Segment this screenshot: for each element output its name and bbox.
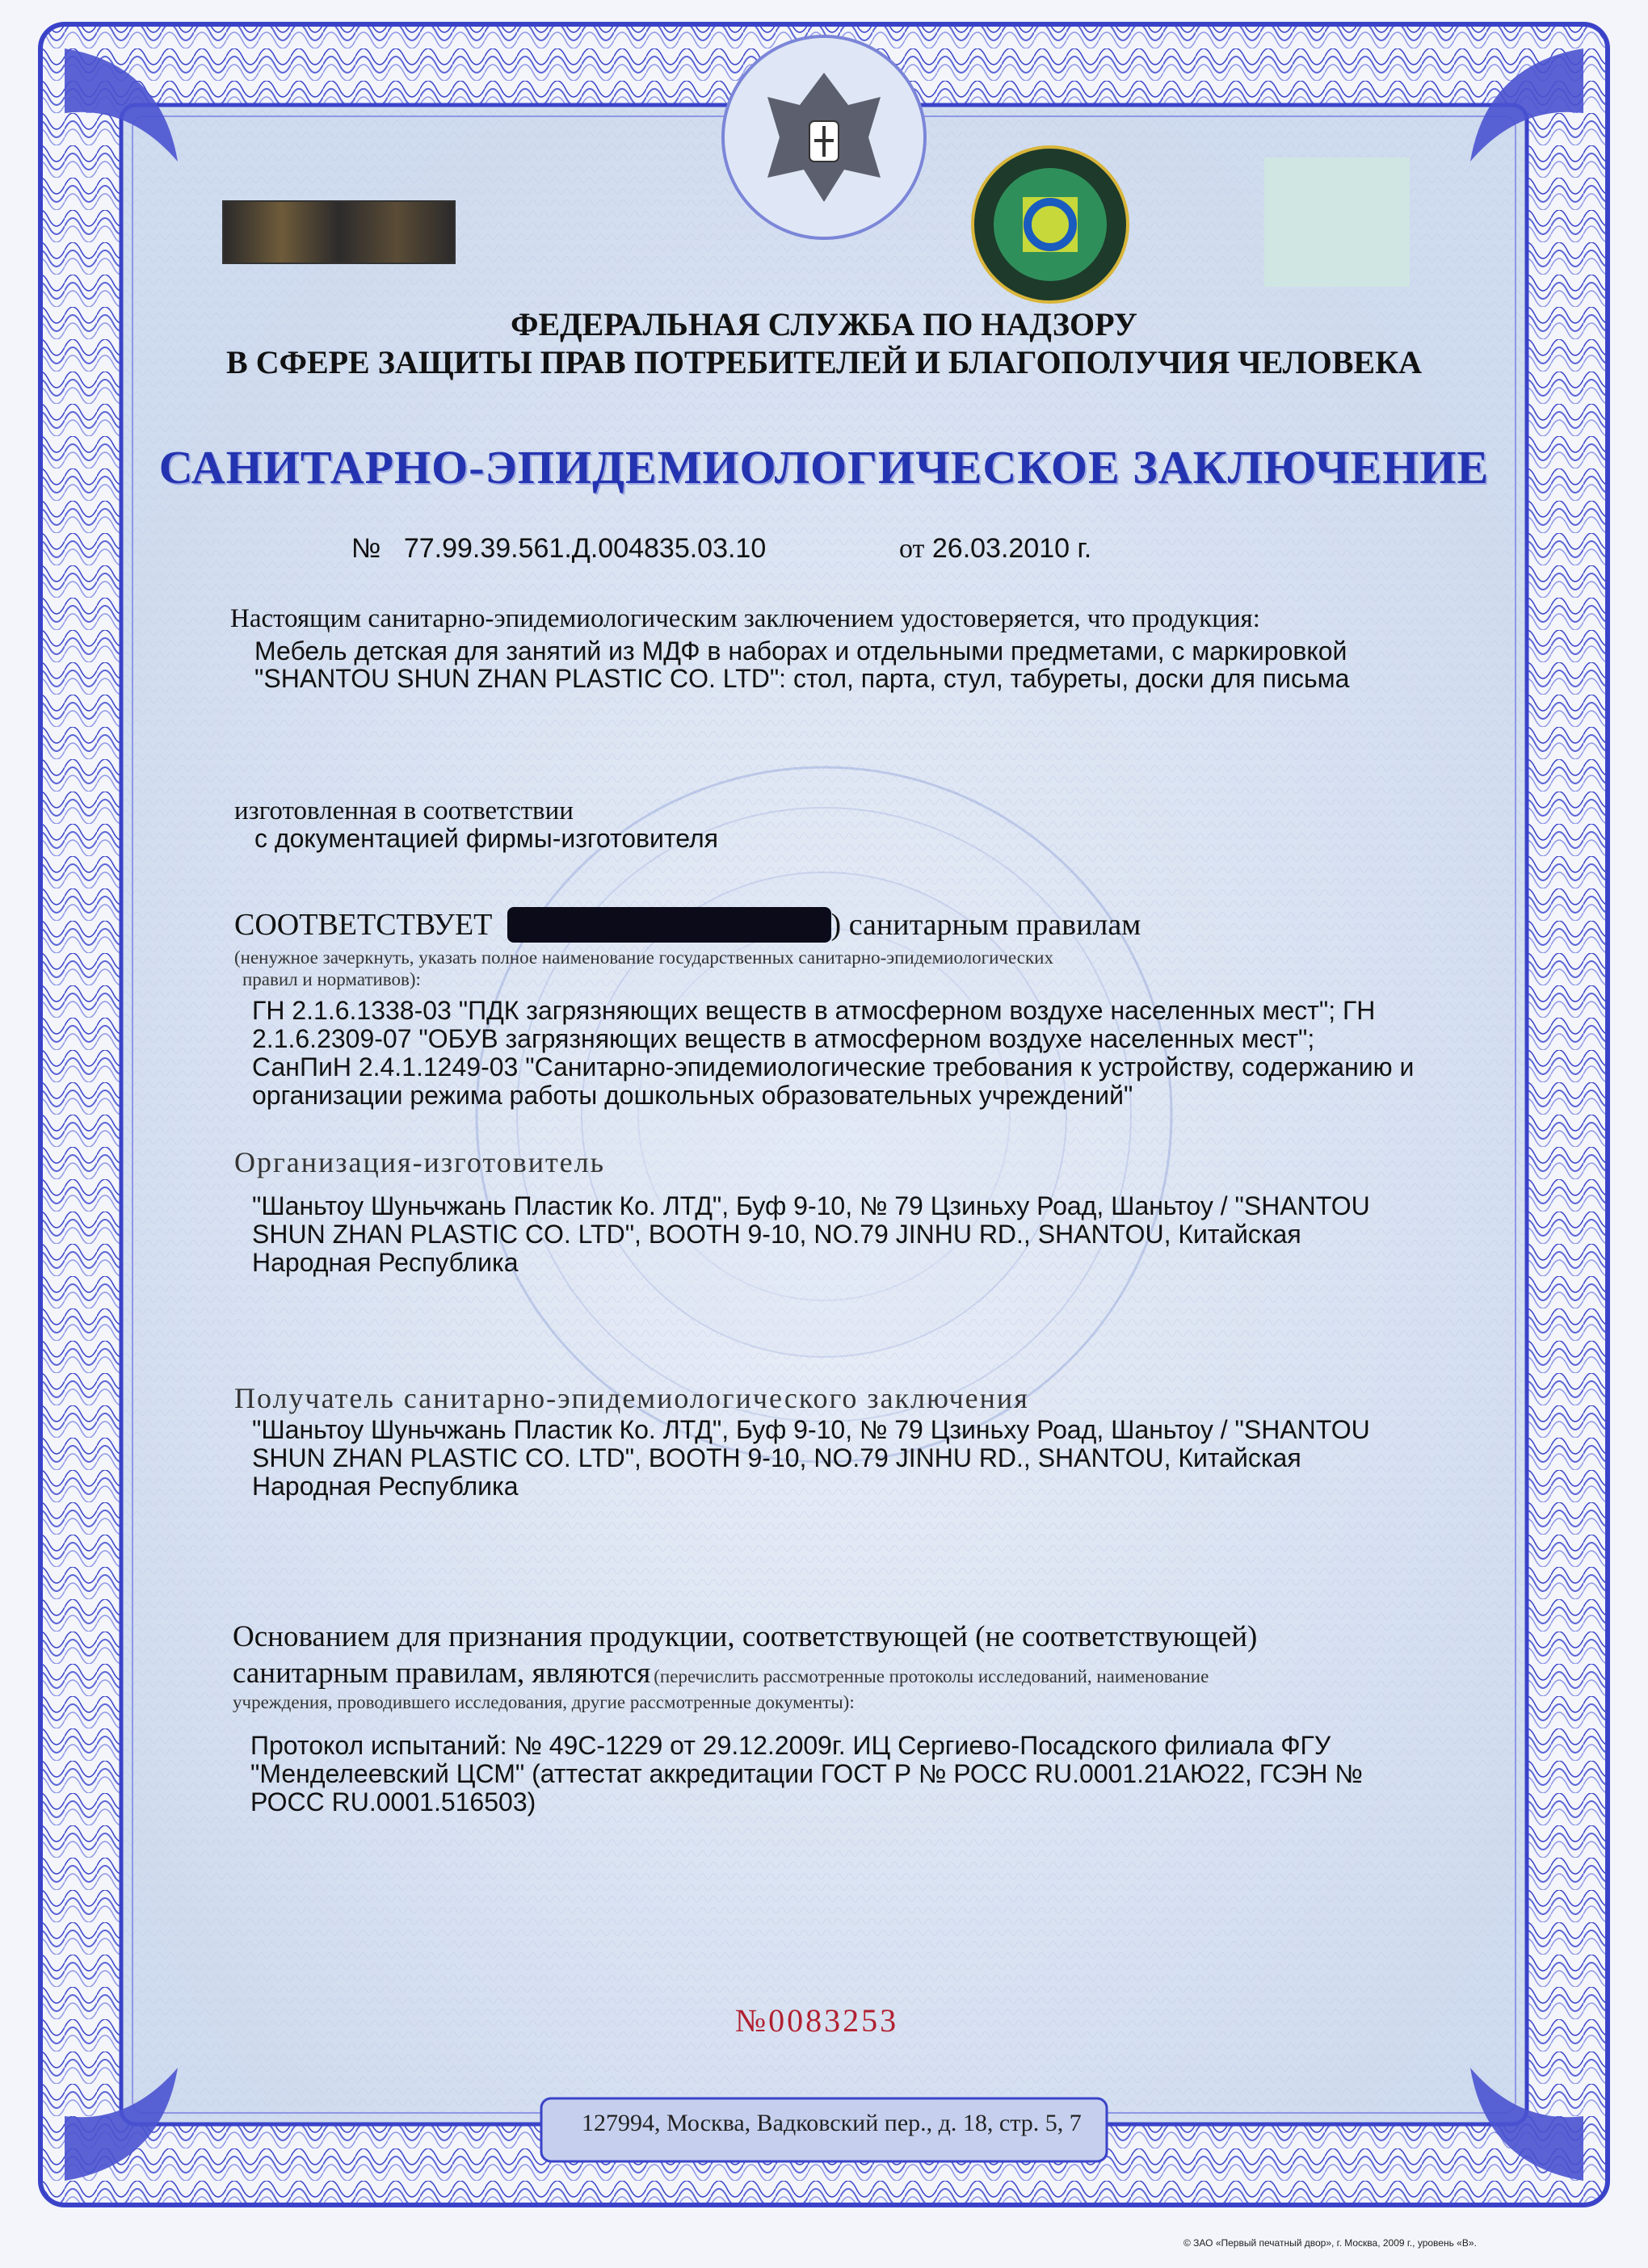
- serial-number: №0083253: [735, 2002, 899, 2039]
- hologram-strip: [222, 200, 456, 264]
- number-prefix: №: [351, 533, 381, 564]
- date-value: 26.03.2010 г.: [931, 533, 1092, 564]
- basis-protocol-1: Протокол испытаний: № 49С-1229 от 29.12.2009г. ИЦ Сергиево-Посадского филиала ФГУ: [250, 1731, 1331, 1760]
- basis-note-1: (перечислить рассмотренные протоколы исследований, наименование: [654, 1666, 1209, 1686]
- conformity-note-1: (ненужное зачеркнуть, указать полное наименование государственных санитарно-эпидемиологических: [234, 947, 1053, 968]
- manufacturer-line-1: "Шаньтоу Шуньчжань Пластик Ко. ЛТД", Буф 9-10, № 79 Цзиньху Роад, Шаньтоу / "SHANTOU: [252, 1191, 1370, 1220]
- manufacturer-line-3: Народная Республика: [252, 1248, 519, 1277]
- basis-protocol-2: "Менделеевский ЦСМ" (аттестат аккредитации ГОСТ Р № РОСС RU.0001.21АЮ22, ГСЭН №: [250, 1759, 1363, 1788]
- number-value: 77.99.39.561.Д.004835.03.10: [403, 533, 767, 564]
- rule-line-4: организации режима работы дошкольных образовательных учреждений": [252, 1081, 1133, 1110]
- basis-protocol-3: РОСС RU.0001.516503): [250, 1787, 536, 1816]
- document-title: САНИТАРНО-ЭПИДЕМИОЛОГИЧЕСКОЕ ЗАКЛЮЧЕНИЕ: [158, 441, 1490, 494]
- rule-line-1: ГН 2.1.6.1338-03 "ПДК загрязняющих веществ в атмосферном воздухе населенных мест"; ГН: [252, 996, 1376, 1025]
- made-label: изготовленная в соответствии: [234, 796, 574, 825]
- recipient-label: Получатель санитарно-эпидемиологического заключения: [234, 1382, 1029, 1414]
- recipient-line-1: "Шаньтоу Шуньчжань Пластик Ко. ЛТД", Буф 9-10, № 79 Цзиньху Роад, Шаньтоу / "SHANTOU: [252, 1415, 1370, 1444]
- security-patch: [1264, 158, 1410, 287]
- basis-line-2: [233, 1656, 1209, 1690]
- conformity-line: [234, 907, 1141, 943]
- basis-main: санитарным правилам, являются: [233, 1657, 651, 1690]
- footer-address: 127994, Москва, Вадковский пер., д. 18, стр. 5, 7: [582, 2110, 1082, 2136]
- basis-note-2: учреждения, проводившего исследования, другие рассмотренные документы):: [233, 1692, 855, 1712]
- product-line-2: "SHANTOU SHUN ZHAN PLASTIC CO. LTD": стол, парта, стул, табуреты, доски для письма: [254, 664, 1350, 693]
- recipient-line-3: Народная Республика: [252, 1472, 519, 1501]
- conformity-word: СООТВЕТСТВУЕТ: [234, 908, 493, 942]
- made-value: с документацией фирмы-изготовителя: [254, 824, 718, 853]
- coat-of-arms-emblem: [719, 32, 929, 242]
- recipient-line-2: SHUN ZHAN PLASTIC CO. LTD", BOOTH 9-10, NO.79 JINHU RD., SHANTOU, Китайская: [252, 1443, 1301, 1472]
- hologram-seal: [969, 144, 1131, 305]
- agency-header-line2: В СФЕРЕ ЗАЩИТЫ ПРАВ ПОТРЕБИТЕЛЕЙ И БЛАГОПОЛУЧИЯ ЧЕЛОВЕКА: [226, 344, 1422, 380]
- manufacturer-label: Организация-изготовитель: [234, 1146, 606, 1178]
- intro-text: Настоящим санитарно-эпидемиологическим заключением удостоверяется, что продукция:: [230, 604, 1260, 633]
- conformity-tail: ) санитарным правилам: [830, 908, 1141, 942]
- printer-credit: © ЗАО «Первый печатный двор», г. Москва, 2009 г., уровень «В».: [1183, 2237, 1477, 2249]
- agency-header-line1: ФЕДЕРАЛЬНАЯ СЛУЖБА ПО НАДЗОРУ: [511, 306, 1137, 342]
- product-line-1: Мебель детская для занятий из МДФ в наборах и отдельными предметами, с маркировкой: [254, 636, 1347, 666]
- rule-line-2: 2.1.6.2309-07 "ОБУВ загрязняющих веществ в атмосферном воздухе населенных мест";: [252, 1024, 1315, 1053]
- basis-line-1: Основанием для признания продукции, соответствующей (не соответствующей): [233, 1620, 1258, 1653]
- certificate-number: [351, 533, 766, 565]
- date-prefix: от: [899, 534, 925, 564]
- conformity-note-2: правил и нормативов):: [242, 969, 421, 989]
- manufacturer-line-2: SHUN ZHAN PLASTIC CO. LTD", BOOTH 9-10, NO.79 JINHU RD., SHANTOU, Китайская: [252, 1220, 1301, 1249]
- struck-text: [507, 907, 830, 943]
- certificate-date: [899, 533, 1091, 565]
- rule-line-3: СанПиН 2.4.1.1249-03 "Санитарно-эпидемиологические требования к устройству, содержанию и: [252, 1052, 1415, 1082]
